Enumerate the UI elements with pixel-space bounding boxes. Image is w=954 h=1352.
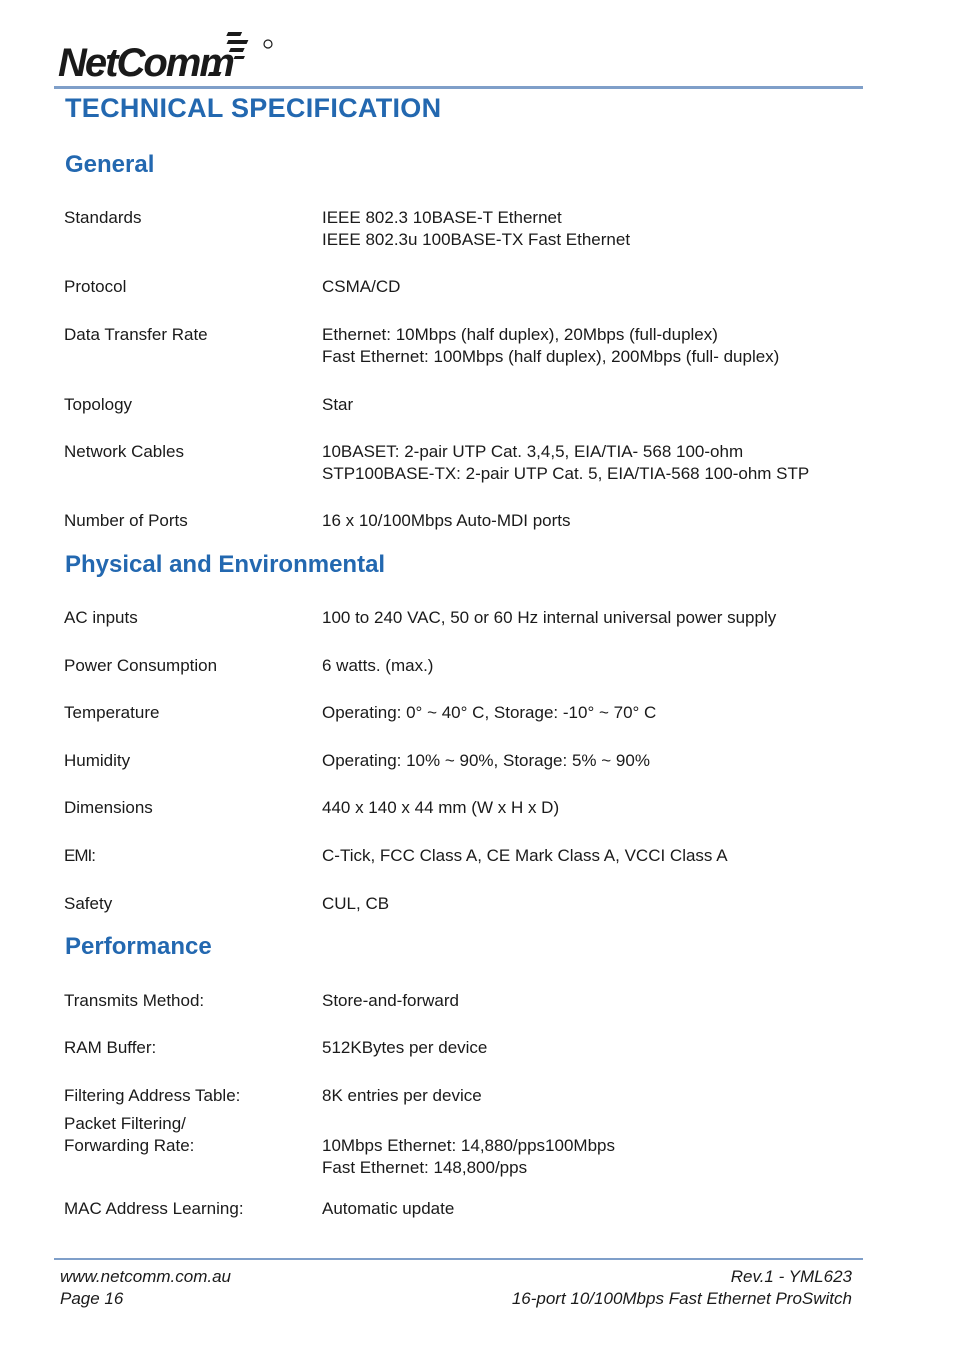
svg-text:NetComm: NetComm	[58, 41, 233, 84]
spec-value	[322, 750, 650, 772]
spec-value-line: 440 x 140 x 44 mm (W x H x D)	[322, 798, 560, 817]
spec-value	[322, 1085, 482, 1107]
spec-value-line: 16 x 10/100Mbps Auto-MDI ports	[322, 511, 571, 530]
section-title-performance: Performance	[65, 933, 212, 960]
spec-value-line: Automatic update	[322, 1199, 455, 1218]
header-divider	[54, 86, 863, 89]
spec-value-line: CUL, CB	[322, 894, 390, 913]
spec-label: Network Cables	[64, 442, 184, 461]
spec-value	[322, 702, 656, 724]
spec-label: Forwarding Rate:	[64, 1136, 195, 1155]
spec-value	[322, 1198, 454, 1220]
spec-label: Protocol	[64, 277, 127, 296]
spec-label: EMI:	[64, 846, 95, 865]
spec-label: Safety	[64, 894, 113, 913]
page-title: TECHNICAL SPECIFICATION	[65, 93, 442, 123]
spec-value-line: C-Tick, FCC Class A, CE Mark Class A, VCCI Class A	[322, 846, 728, 865]
spec-value-line: 10BASET: 2-pair UTP Cat. 3,4,5, EIA/TIA- 568 100-ohm	[322, 442, 744, 461]
spec-label: Power Consumption	[64, 656, 218, 675]
footer-product-name: 16-port 10/100Mbps Fast Ethernet ProSwitch	[511, 1289, 852, 1308]
spec-label: RAM Buffer:	[64, 1038, 157, 1057]
spec-value	[322, 1037, 487, 1059]
spec-value-line: 100 to 240 VAC, 50 or 60 Hz internal universal power supply	[322, 608, 777, 627]
spec-value	[322, 893, 389, 915]
spec-value	[322, 207, 630, 251]
spec-value-line: Fast Ethernet: 100Mbps (half duplex), 200Mbps (full- duplex)	[322, 347, 780, 366]
spec-value	[322, 607, 776, 629]
spec-label: Topology	[64, 395, 133, 414]
spec-value	[322, 394, 353, 416]
spec-value	[322, 324, 779, 368]
spec-label: Data Transfer Rate	[64, 325, 208, 344]
spec-value-line: Ethernet: 10Mbps (half duplex), 20Mbps (full-duplex)	[322, 325, 718, 344]
spec-value	[322, 655, 433, 677]
spec-label: Filtering Address Table:	[64, 1086, 241, 1105]
spec-value	[322, 990, 459, 1012]
spec-value-line: STP100BASE-TX: 2-pair UTP Cat. 5, EIA/TIA-568 100-ohm STP	[322, 464, 810, 483]
spec-value-line: Operating: 10% ~ 90%, Storage: 5% ~ 90%	[322, 751, 650, 770]
spec-value	[322, 441, 809, 485]
spec-label: Transmits Method:	[64, 991, 205, 1010]
spec-label: Temperature	[64, 703, 160, 722]
spec-value-line: IEEE 802.3u 100BASE-TX Fast Ethernet	[322, 230, 631, 249]
spec-value	[322, 845, 728, 867]
spec-value	[322, 1135, 615, 1179]
spec-value-line: CSMA/CD	[322, 277, 401, 296]
spec-value	[322, 276, 400, 298]
spec-value-line: Star	[322, 395, 354, 414]
spec-value-line: 6 watts. (max.)	[322, 656, 434, 675]
spec-value-line: 512KBytes per device	[322, 1038, 488, 1057]
section-title-general: General	[65, 151, 155, 178]
footer-divider	[54, 1258, 863, 1260]
spec-value	[322, 510, 571, 532]
spec-label: Packet Filtering/	[64, 1114, 186, 1133]
spec-value-line: Operating: 0° ~ 40° C, Storage: -10° ~ 70° C	[322, 703, 657, 722]
spec-value-line: 10Mbps Ethernet: 14,880/pps100Mbps	[322, 1136, 615, 1155]
netcomm-logo	[52, 28, 276, 84]
footer-revision: Rev.1 - YML623	[730, 1267, 852, 1286]
footer-website: www.netcomm.com.au	[60, 1267, 231, 1286]
spec-label: Humidity	[64, 751, 131, 770]
spec-value-line: Fast Ethernet: 148,800/pps	[322, 1158, 528, 1177]
spec-value-line: Store-and-forward	[322, 991, 460, 1010]
spec-value-line: IEEE 802.3 10BASE-T Ethernet	[322, 208, 562, 227]
spec-label: Standards	[64, 208, 142, 227]
footer-page-number: Page 16	[60, 1289, 124, 1308]
spec-label: Dimensions	[64, 798, 153, 817]
spec-value	[322, 797, 559, 819]
spec-label: AC inputs	[64, 608, 138, 627]
spec-label: MAC Address Learning:	[64, 1199, 244, 1218]
section-title-physical-environmental: Physical and Environmental	[65, 551, 386, 578]
spec-value-line: 8K entries per device	[322, 1086, 482, 1105]
spec-label: Number of Ports	[64, 511, 188, 530]
